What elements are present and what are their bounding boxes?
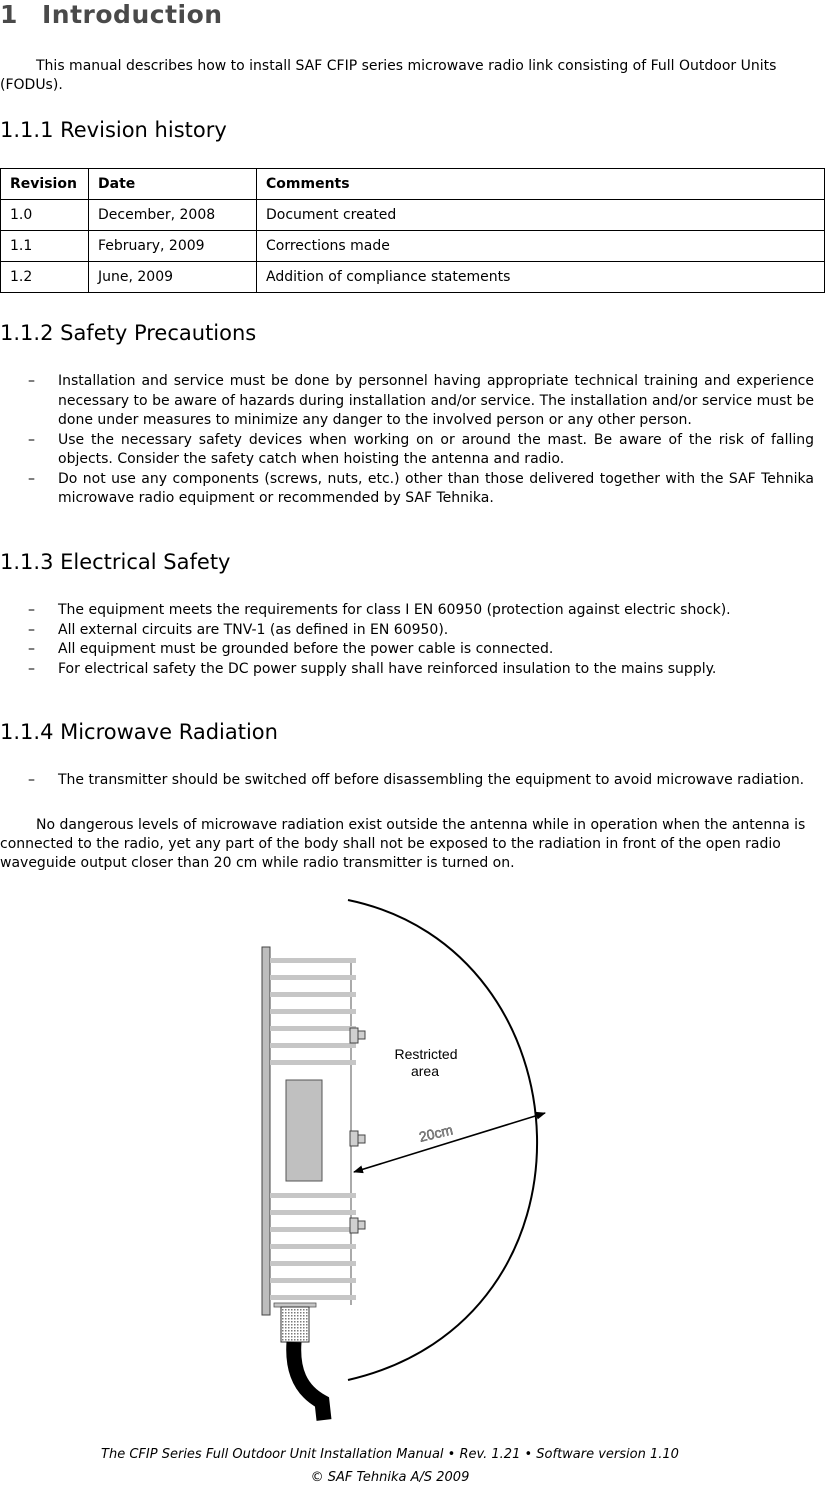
list-dash: – [28,660,35,677]
list-item: – The transmitter should be switched off before disassembling the equipment to avoid microwave radiation. [0,771,814,791]
restricted-area-label: Restricted [394,1046,458,1062]
list-item: – For electrical safety the DC power supply shall have reinforced insulation to the mains supply. [0,660,814,680]
distance-label: 20cm [417,1121,455,1145]
column-header: Revision [1,169,89,200]
heatsink-fins-lower [270,1193,356,1300]
restricted-area-arc [348,900,537,1380]
table-cell: Addition of compliance statements [257,262,825,293]
table-row [1,200,825,231]
radiation-paragraph: No dangerous levels of microwave radiation exist outside the antenna while in operation when the antenna is connected to the radio, yet any part of the body shall not be exposed to the radiation in front of the open radio waveguide output closer than 20 cm while radio transmitter is turned on. [0,817,806,871]
power-cable [294,1342,324,1420]
restricted-area-figure [0,880,825,1430]
table-cell: 1.1 [1,231,89,262]
microwave-radiation-list [0,771,814,791]
restricted-area-label-2: area [410,1063,440,1079]
list-dash: – [28,602,35,618]
table-header-row [1,169,825,200]
electrical-safety-heading: 1.1.3 Electrical Safety [0,550,231,574]
revision-history-heading: 1.1.1 Revision history [0,118,227,142]
electrical-safety-list [0,601,814,679]
safety-precautions-heading: 1.1.2 Safety Precautions [0,321,257,345]
microwave-radiation-heading: 1.1.4 Microwave Radiation [0,720,278,744]
list-dash: – [28,470,35,487]
revision-table [0,168,825,293]
list-dash: – [28,772,35,788]
table-cell: February, 2009 [89,231,257,262]
list-dash: – [28,641,35,657]
table-cell: December, 2008 [89,200,257,231]
heatsink-fins-upper [270,958,356,1065]
intro-paragraph: This manual describes how to install SAF CFIP series microwave radio link consisting of Full Outdoor Units (FODUs). [0,58,777,93]
footer-line-1: The CFIP Series Full Outdoor Unit Installation Manual • Rev. 1.21 • Software version 1.10 [101,1447,679,1462]
cable-connector [281,1307,309,1342]
connector-bolts [350,1028,365,1233]
list-item: – The equipment meets the requirements for class I EN 60950 (protection against electric shock). [0,601,814,621]
list-dash: – [28,621,35,638]
chapter-title-text: Introduction [42,0,223,29]
chapter-number: 1 [0,0,18,29]
list-item: – Do not use any components (screws, nuts, etc.) other than those delivered together with the SAF Tehnika microwave radio equipment or recommended by SAF Tehnika. [28,470,814,506]
footer-line-2: © SAF Tehnika A/S 2009 [310,1470,470,1485]
list-item: – All equipment must be grounded before the power cable is connected. [0,640,814,660]
table-cell: June, 2009 [89,262,257,293]
list-item: – All external circuits are TNV-1 (as defined in EN 60950). [0,621,814,641]
list-dash: – [28,431,35,448]
list-item: – Installation and service must be done by personnel having appropriate technical training and experience necessary to be aware of hazards during installation and/or service. The installation and/or service must be done under measures to minimize any danger to the involved person or any other person. [28,373,814,428]
table-cell: 1.0 [1,200,89,231]
table-row [1,262,825,293]
chapter-title [0,0,223,29]
list-item: – Use the necessary safety devices when working on or around the mast. Be aware of the risk of falling objects. Consider the safety catch when hoisting the antenna and radio. [28,431,814,467]
safety-precautions-list [0,372,814,509]
front-panel [286,1080,322,1181]
table-cell: Document created [257,200,825,231]
table-cell: Corrections made [257,231,825,262]
column-header: Date [89,169,257,200]
fodu-unit [262,947,365,1420]
table-row [1,231,825,262]
table-cell: 1.2 [1,262,89,293]
column-header: Comments [257,169,825,200]
list-dash: – [28,373,35,389]
